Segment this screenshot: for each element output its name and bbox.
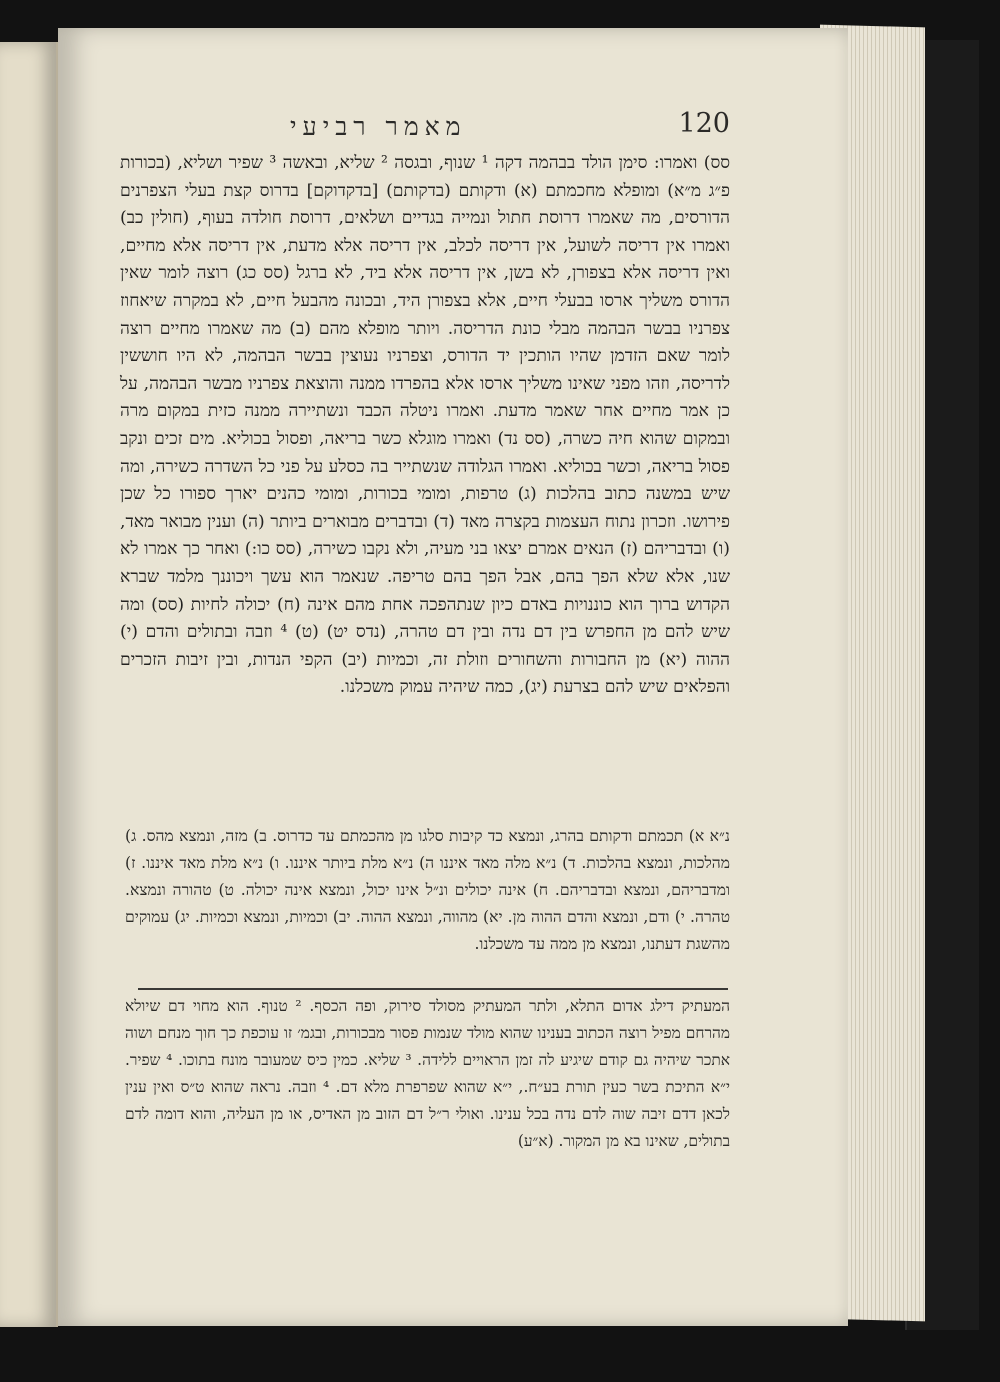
commentary-notes — [125, 993, 730, 1155]
main-text-block — [120, 150, 730, 702]
main-paragraph: סס) ואמרו: סימן הולד בבהמה דקה ¹ שנוף, ובגסה ² שליא, ובאשה ³ שפיר ושליא, (בכורות פ״ג מ״א) ומופלא מחכמתם (א) ודקותם (בדקותם) [בדקדוקם] בדרוס קצת בעלי הצפרנים הדורסים, מה שאמרו דרוסת חתול ונמייה בגדיים ושלאים, דרוסת חולדה בעוף, (חולין כב) ואמרו אין דריסה לשועל, אין דריסה לכלב, אין דריסה אלא מדעת, אין דריסה אלא מחיים, ואין דריסה אלא בצפורן, לא בשן, אין דריסה אלא ביד, לא ברגל (סס כג) רוצה לומר שאין הדורס משליך ארסו בבעלי חיים, אלא בצפורן היד, ובכונה מהבעל חיים, לא במקרה שיאחוז צפרניו בבשר הבהמה מבלי כונת הדריסה. ויותר מופלא מהם (ב) מה שאמרו מחיים רוצה לומר שאם הזדמן שהיו הותכין יד הדורס, וצפרניו נעוצין בבשר הבהמה, לא היו חוששין לדריסה, וזהו מפני שאינו משליך ארסו אלא בהפרדו ממנה והוצאת צפרניו מבשר הבהמה, על כן אמר מחיים אחר שאמר מדעת. ואמרו ניטלה הכבד ונשתיירה ממנה כזית במקום מרה ובמקום שהוא חיה כשרה, (סס נד) ואמרו מוגלא כשר בריאה, ופסול בכוליא. מים זכים ונקב פסול בריאה, וכשר בכוליא. ואמרו הגלודה שנשתייר בה כסלע על פני כל השדרה כשירה, ומה שיש במשנה כתוב בהלכות (ג) טרפות, ומומי בכורות, ומומי כהנים יארך ספורו כל שכן פירושו. וזכרון נתוח העצמות בקצרה מאד (ד) ובדברים מבוארים ביותר (ה) וענין מבואר מאד, (ו) ובדבריהם (ז) הנאים אמרם יצאו בני מעיה, ולא נקבו כשירה, (סס כו:) ואחר כך אמרו לא שנו, אלא שלא הפך בהם, אבל הפך בהם טריפה. שנאמר הוא עשך ויכוננך מלמד שברא הקדוש ברוך הוא כוננויות באדם כיון שנתהפכה אחת מהם אינה (ח) יכולה לחיות (סס) ומה שיש להם מן החפרש בין דם נדה ובין דם טהרה, (נדס יט) (ט) ⁴ וזבה ובתולים והדם (י) ההוה (יא) מן החבורות והשחורים וזולת זה, וכמיות (יב) הקפי הנדות, ובין זיבות הזכרים והפלאים שיש להם בצרעת (יג), כמה שיהיה עמוק משכלנו. — [120, 153, 731, 698]
footnote-divider — [138, 988, 728, 990]
commentary-notes-text: המעתיק דילג אדום התלא, ולתר המעתיק מסולד סירוק, ופה הכסף. ² טנוף. הוא מחוי דם שיולא מהרחם מפיל רוצה הכתוב בענינו שהוא מולד שנמות פסור מבכורות, ובגמ׳ זו עוכפת כך חוך מנחם ושוה אתכר שיהיה גם קודם שיגיע לה זמן הראויים ללידה. ³ שליא. כמין כיס שמעובר מונח בתוכו. ⁴ שפיר. י״א התיכת בשר כעין תורת בע״ח., י״א שהוא שפרפרת מלא דם. ⁴ וזבה. נראה שהוא ט״ס ואין ענין לכאן דדם זיבה שוה לדם נדה בכל ענינו. ואולי ר״ל דם הזוב מן האדיס, או מן העליה, והוא דומה לדם בתולים, שאינו בא מן המקור. (א״ע) — [125, 997, 731, 1150]
page-number: 120 — [678, 108, 730, 139]
running-title: מאמר רביעי — [290, 112, 467, 141]
page-header — [120, 108, 730, 154]
variant-notes-text: נ״א א) תכמתם ודקותם בהרג, ונמצא כד קיבות סלגו מן מהכמתם עד כדרוס. ב) מזה, ונמצא מהס. ג) מהלכות, ונמצא בהלכות. ד) נ״א מלה מאד איננו ה) נ״א מלת ביותר איננו. ו) נ״א מלת מאד איננו. ז) ומדבריהם, ונמצא ובדבריהם. ח) אינה יכולים ונ״ל אינו יכול, ונמצא אינה יכולה. ט) טהורה ונמצא. טהרה. י) ודם, ונמצא והדם ההוה מן. יא) מהווה, ונמצא ההוה. יב) וכמיות, ונמצא וכמיות. יג) עמוקים מהשגת דעתנו, ונמצא מן ממה עד משכלנו. — [125, 827, 730, 953]
variant-notes — [125, 823, 730, 958]
left-page-edge — [0, 42, 58, 1327]
